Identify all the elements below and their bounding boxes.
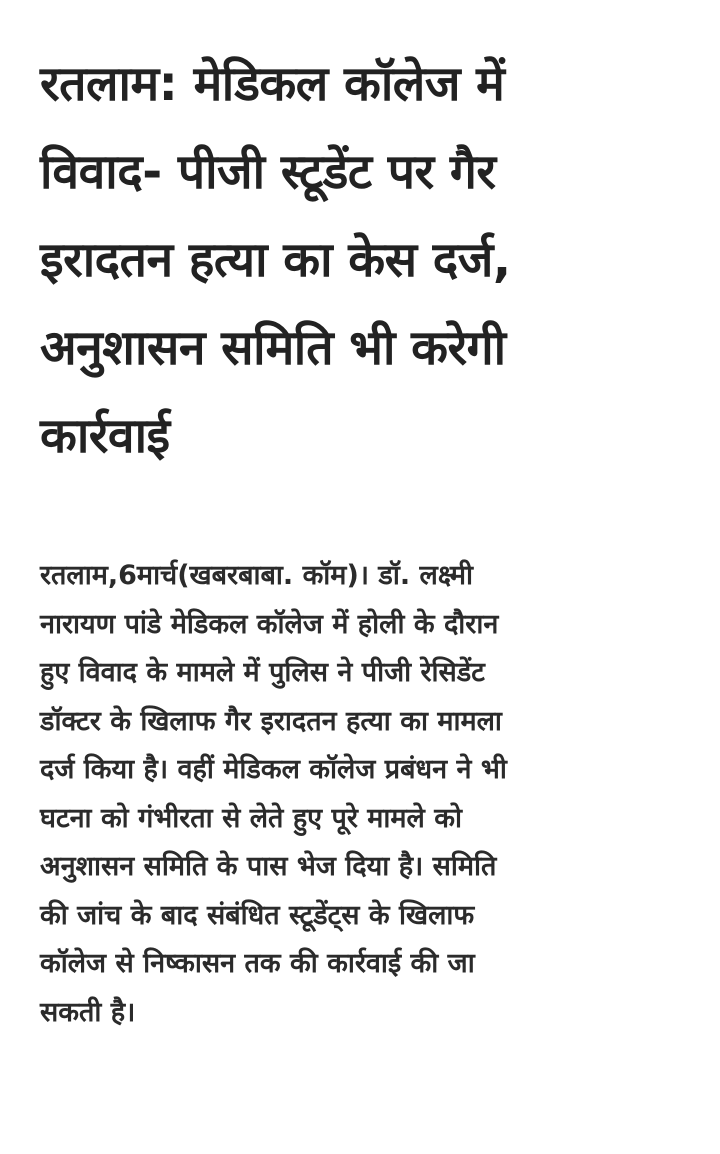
body-line: रतलाम,6मार्च(खबरबाबा. कॉम)। डॉ. लक्ष्मी <box>40 560 473 591</box>
body-line: हुए विवाद के मामले में पुलिस ने पीजी रेसिडेंट <box>40 657 485 688</box>
body-line: डॉक्टर के खिलाफ गैर इरादतन हत्या का मामला <box>40 705 502 737</box>
headline-line: रतलाम: मेडिकल कॉलेज में <box>40 56 505 112</box>
body-line: सकती है। <box>40 996 136 1028</box>
headline <box>40 40 680 480</box>
article <box>40 40 680 1037</box>
headline-line: विवाद- पीजी स्टूडेंट पर गैर <box>40 144 496 200</box>
body-line: की जांच के बाद संबंधित स्टूडेंट्स के खिलाफ <box>40 899 475 931</box>
article-body <box>40 552 680 1037</box>
headline-line: इरादतन हत्या का केस दर्ज, <box>40 232 511 288</box>
headline-line: अनुशासन समिति भी करेगी <box>40 320 506 376</box>
headline-line: कार्रवाई <box>40 408 170 464</box>
body-line: कॉलेज से निष्कासन तक की कार्रवाई की जा <box>40 948 475 979</box>
body-line: घटना को गंभीरता से लेते हुए पूरे मामले को <box>40 802 462 834</box>
body-line: अनुशासन समिति के पास भेज दिया है। समिति <box>40 851 497 882</box>
body-line: नारायण पांडे मेडिकल कॉलेज में होली के दौरान <box>40 608 499 640</box>
body-line: दर्ज किया है। वहीं मेडिकल कॉलेज प्रबंधन ने भी <box>40 754 507 785</box>
